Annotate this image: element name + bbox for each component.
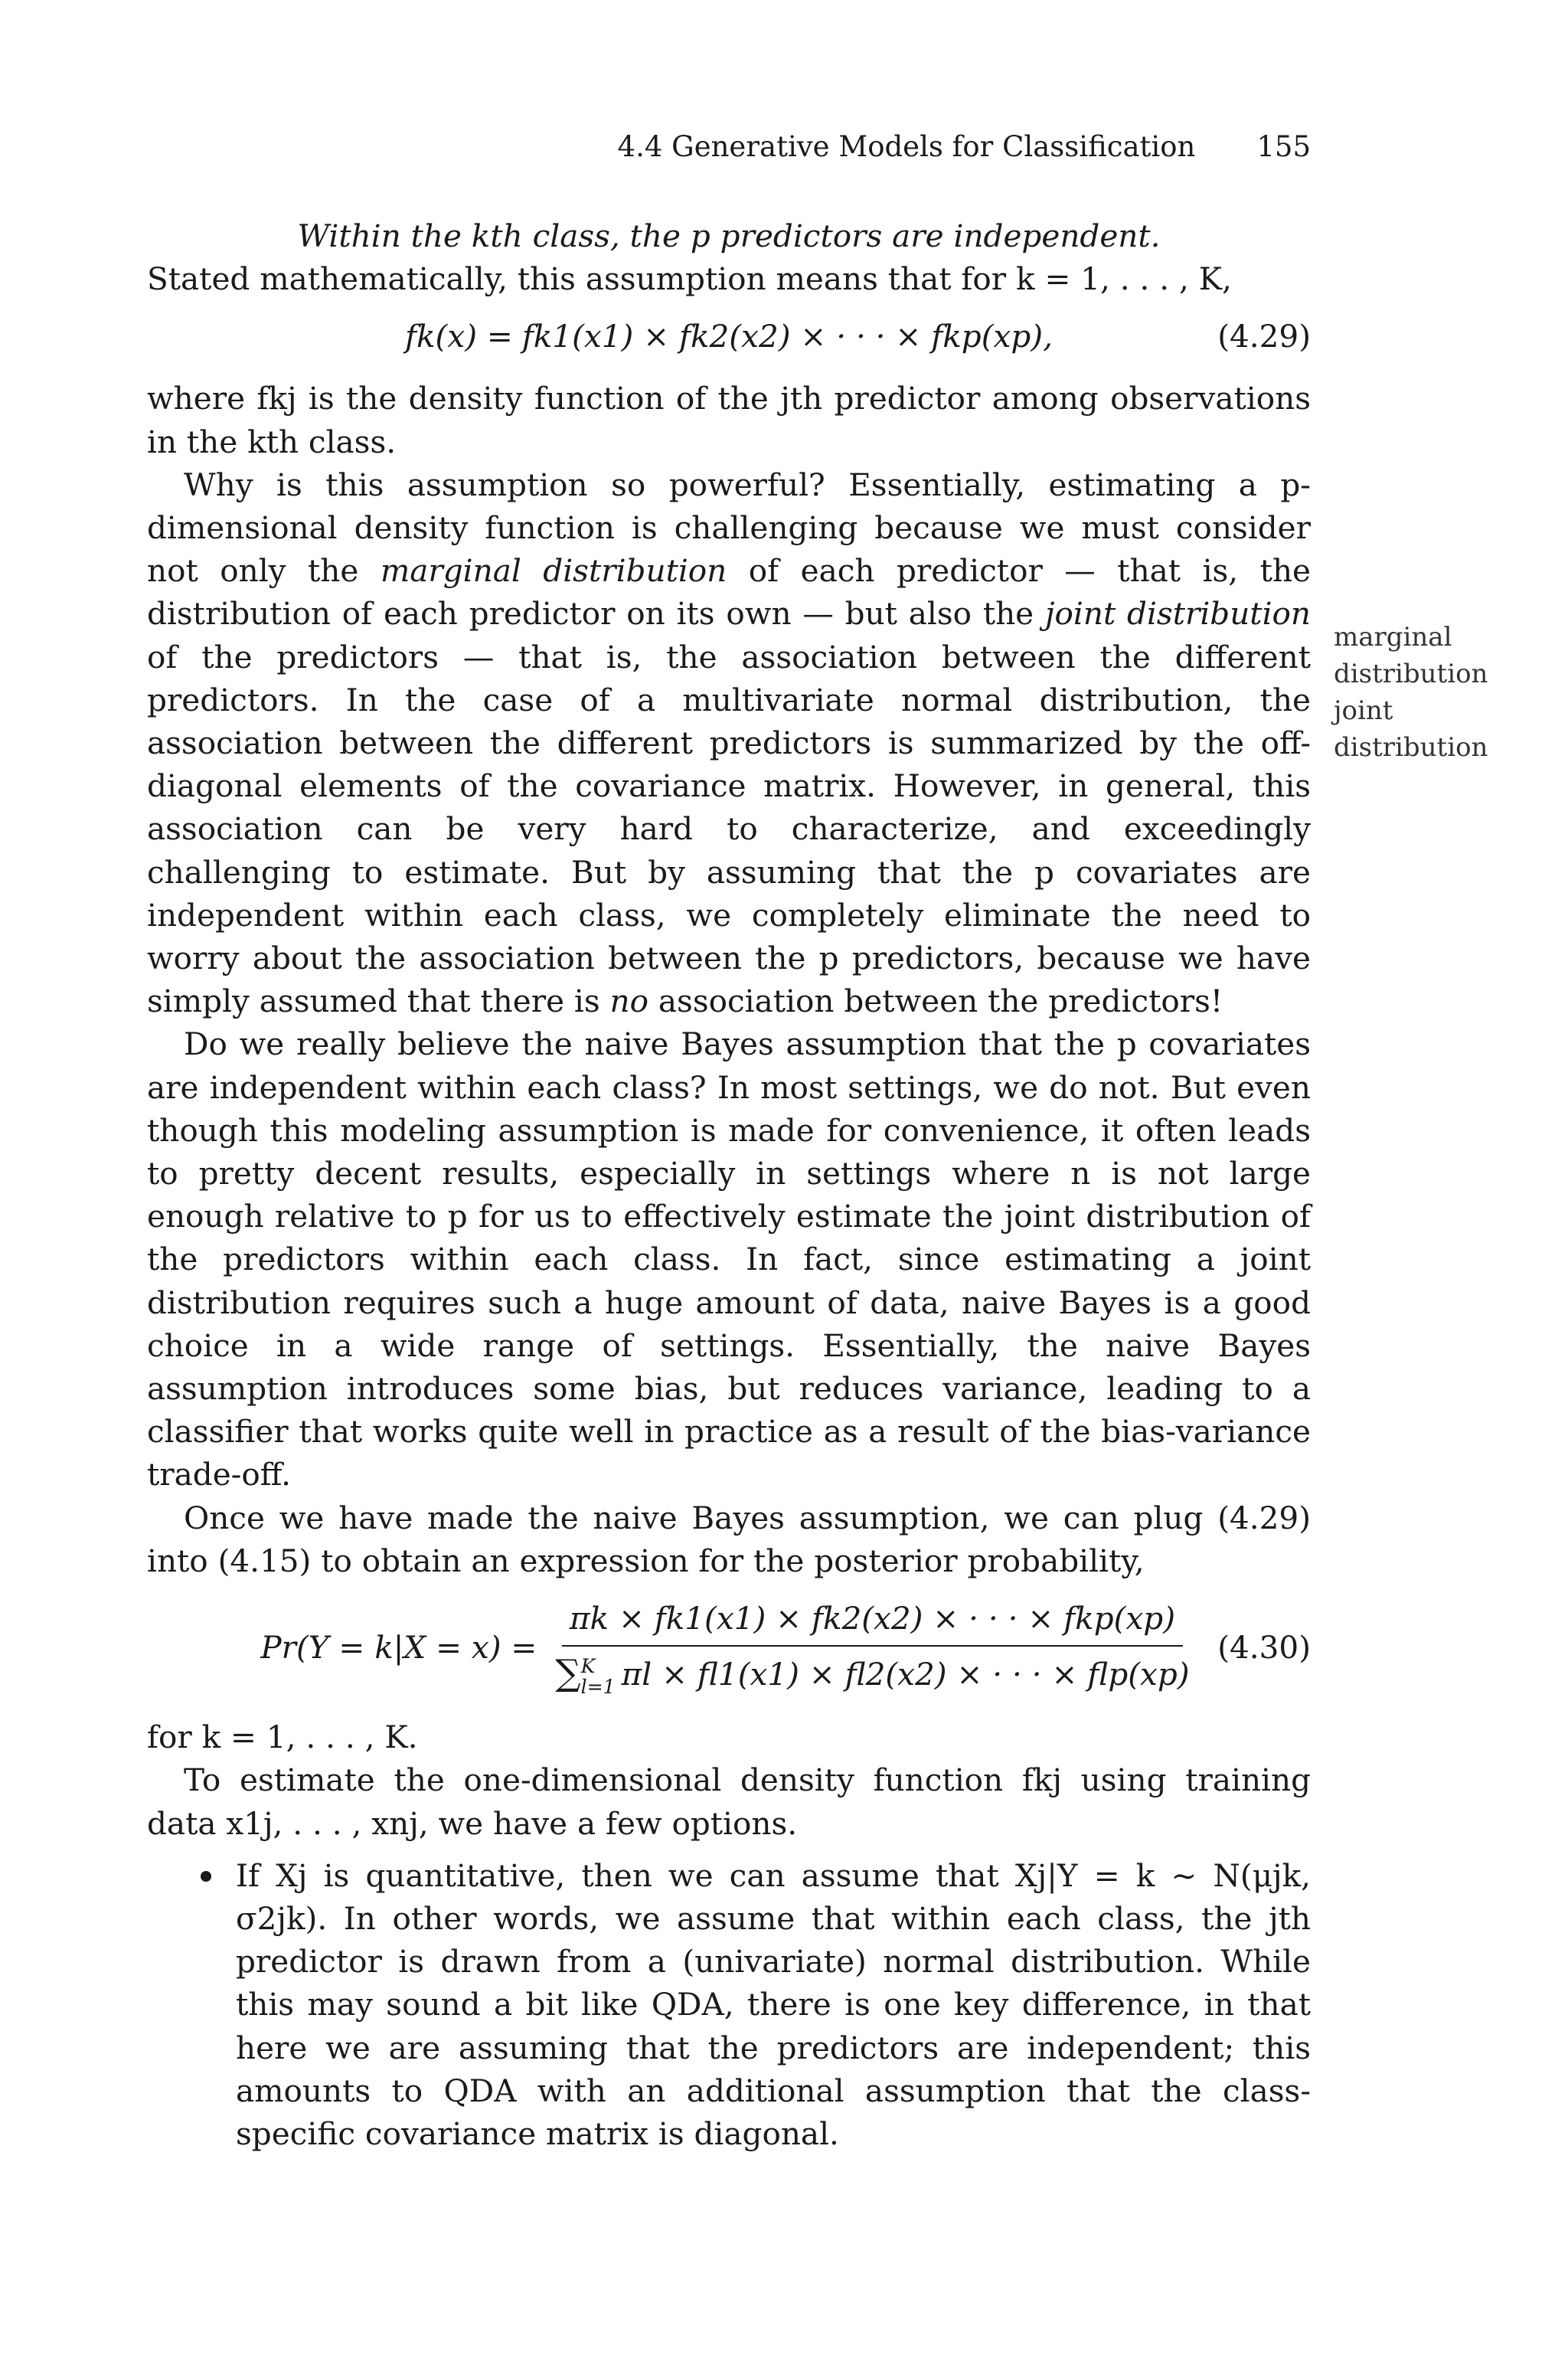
equation-4-30 <box>147 1590 1311 1705</box>
why-text-2: of each predictor — that is, the distribution of each predictor on its own — but also the <box>147 552 1311 633</box>
summation-upper: K <box>580 1654 596 1677</box>
margin-note-line: joint <box>1334 695 1393 726</box>
why-text-3: of the predictors — that is, the association between the different predictors. In the case of a multivariate normal distribution, the association between the different predictors is summarized by the off-diagonal elements of the covariance matrix. However, in general, this association can be very hard to characterize, and exceedingly challenging to estimate. But by assuming that the p covariates are independent within each class, we completely eliminate the need to worry about the association between the p predictors, because we have simply assumed that there is <box>147 638 1311 1020</box>
equation-4-29 <box>147 308 1311 365</box>
paragraph-once: Once we have made the naive Bayes assumption, we can plug (4.29) into (4.15) to obtain an expression for the posterior probability, <box>147 1499 1311 1579</box>
margin-note-line: marginal <box>1334 622 1452 653</box>
emphasis-no: no <box>609 983 649 1020</box>
running-header <box>147 130 1311 168</box>
bullet-dot-icon <box>201 1871 211 1882</box>
section-title: 4.4 Generative Models for Classification <box>617 130 1196 163</box>
why-text-1: Why is this assumption so powerful? Essentially, estimating a p-dimensional density function is challenging because we must consider not only the <box>147 466 1311 590</box>
equation-4-30-numerator: πk × fk1(x1) × fk2(x2) × · · · × fkp(xp) <box>562 1597 1183 1646</box>
equation-4-30-lhs: Pr(Y = k|X = x) = <box>260 1628 537 1666</box>
term-joint-distribution: joint distribution <box>1044 595 1311 633</box>
equation-4-29-lhs: fk(x) = <box>405 318 513 355</box>
bullet-text: If Xj is quantitative, then we can assume that Xj|Y = k ∼ N(μjk, σ2jk). In other words, we assume that within each class, the jth predictor is drawn from a (univariate) normal distribution. While this may sound a bit like QDA, there is one key difference, in that here we are assuming that the predictors are independent; this amounts to QDA with an additional assumption that the class-specific covariance matrix is diagonal. <box>236 1856 1311 2152</box>
equation-4-29-number: (4.29) <box>1217 318 1311 355</box>
why-text-4: association between the predictors! <box>648 983 1223 1020</box>
assumption-statement: Within the kth class, the p predictors are independent. <box>297 218 1161 254</box>
options-list <box>147 1854 1311 2155</box>
equation-4-30-number: (4.30) <box>1217 1628 1311 1666</box>
paragraph-where: where fkj is the density function of the jth predictor among observations in the kth class. <box>147 380 1311 460</box>
main-text <box>147 214 1311 2155</box>
paragraph-estimate: To estimate the one-dimensional density function fkj using training data x1j, . . . , xnj, we have a few options. <box>147 1761 1311 1842</box>
margin-note-line: distribution <box>1334 732 1488 763</box>
equation-4-30-fraction <box>547 1597 1197 1697</box>
term-marginal-distribution: marginal distribution <box>380 552 727 590</box>
paragraph-for: for k = 1, . . . , K. <box>147 1719 418 1756</box>
summation-limits <box>581 1656 616 1698</box>
margin-notes <box>1334 619 1517 766</box>
margin-note-line: distribution <box>1334 659 1488 689</box>
paragraph-believe: Do we really believe the naive Bayes assumption that the p covariates are independent within each class? In most settings, we do not. But even though this modeling assumption is made for convenience, it often leads to pretty decent results, especially in settings where n is not large enough relative to p for us to effectively estimate the joint distribution of the predictors within each class. In fact, since estimating a joint distribution requires such a huge amount of data, naive Bayes is a good choice in a wide range of settings. Essentially, the naive Bayes assumption introduces some bias, but reduces variance, leading to a classifier that works quite well in practice as a result of the bias-variance trade-off. <box>147 1025 1311 1493</box>
page-number: 155 <box>1256 130 1311 163</box>
list-item <box>147 1854 1311 2155</box>
paragraph-stated: Stated mathematically, this assumption means that for k = 1, . . . , K, <box>147 260 1232 298</box>
summation-symbol: ∑ <box>555 1651 581 1693</box>
equation-4-29-rhs: fk1(x1) × fk2(x2) × · · · × fkp(xp), <box>521 318 1053 355</box>
summation-lower: l=1 <box>580 1676 616 1699</box>
equation-4-30-denominator-wrap <box>547 1647 1197 1698</box>
paragraph-why <box>147 463 1311 1023</box>
equation-4-30-denominator: πl × fl1(x1) × fl2(x2) × · · · × flp(xp) <box>621 1655 1190 1693</box>
